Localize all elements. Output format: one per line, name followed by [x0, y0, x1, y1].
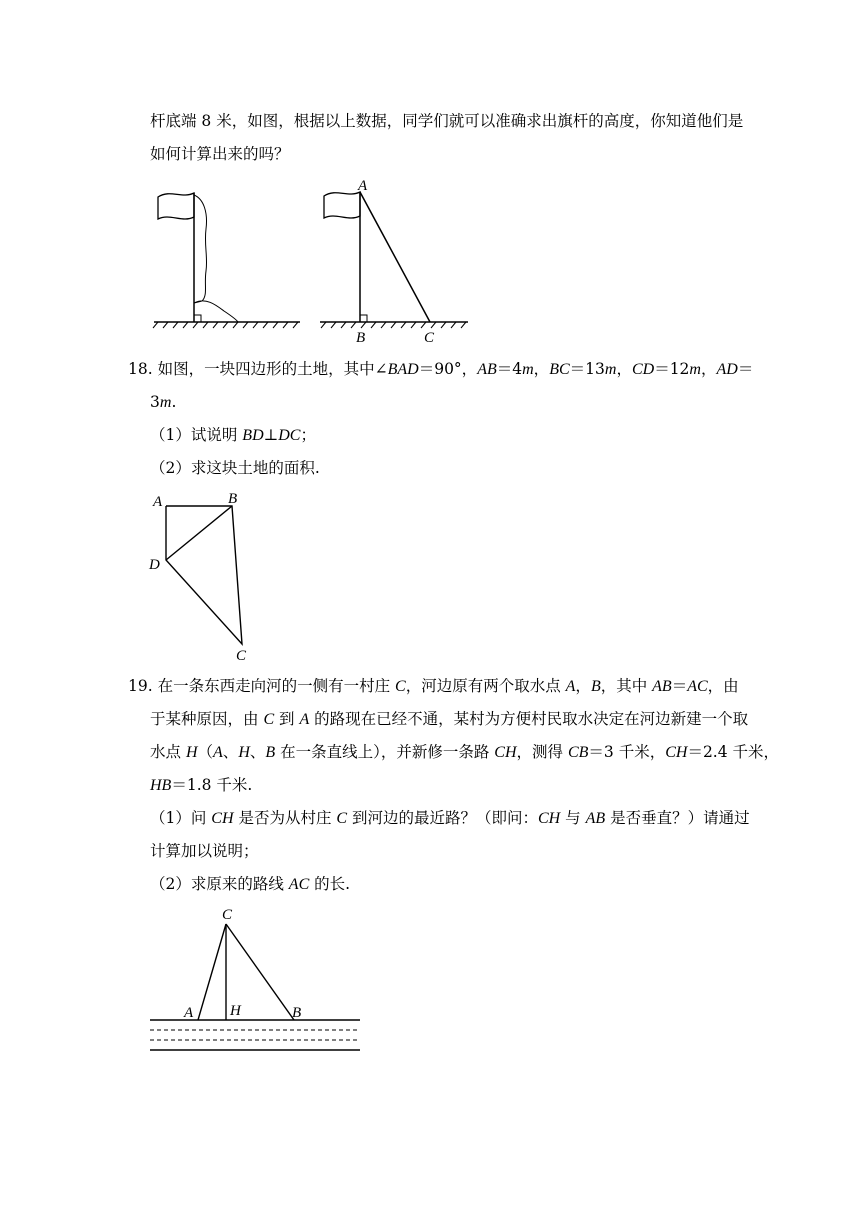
- q18-label-c: C: [236, 648, 247, 664]
- q18-text: ＝4: [496, 360, 523, 378]
- q18-text: 3: [150, 393, 160, 411]
- q18-label-a: A: [153, 494, 163, 510]
- q19-label-b: B: [292, 1005, 302, 1021]
- q18-ad: AD: [716, 361, 738, 378]
- q18-text: ，: [616, 360, 632, 378]
- q19-text: ，测得: [516, 743, 568, 761]
- q19-var: AB: [652, 678, 672, 695]
- q19-var: A: [213, 744, 223, 761]
- q19-var: H: [185, 744, 198, 761]
- q19-figure-river: [148, 904, 368, 1064]
- q19-text: ，: [575, 677, 591, 695]
- q18-bc: BC: [549, 361, 570, 378]
- q19-part1-line1: [150, 807, 750, 830]
- q19-text: 到河边的最近路？（即问：: [347, 809, 538, 827]
- q19-text: 水点: [150, 743, 186, 761]
- q18-unit: m: [604, 361, 617, 378]
- q18-text: ＝13: [569, 360, 605, 378]
- q19-var: CH: [538, 810, 561, 827]
- q19-var: CB: [567, 744, 589, 761]
- q18-number: 18.: [128, 360, 153, 378]
- q18-unit: m: [689, 361, 701, 378]
- q19-text: 的长.: [309, 875, 351, 893]
- q18-dc: DC: [278, 427, 301, 444]
- q19-text: ，其中: [600, 677, 653, 695]
- q19-text: （: [197, 743, 214, 761]
- q18-text: .: [171, 393, 177, 411]
- q18-perp: ⊥: [263, 426, 279, 444]
- q19-var: C: [263, 711, 275, 728]
- q19-text: ，河边原有两个取水点: [405, 677, 566, 695]
- q19-number: 19.: [128, 677, 153, 695]
- q18-part1-text: （1）试说明: [150, 426, 243, 444]
- q19-text: 于某种原因，由: [150, 710, 264, 728]
- q17-label-c: C: [424, 330, 435, 346]
- q19-text: 的路现在已经不通，某村为方便村民取水决定在河边新建一个取: [309, 710, 749, 728]
- q19-text: 、: [249, 743, 266, 761]
- q18-part1-text: ；: [300, 426, 316, 444]
- q19-text: （1）问: [150, 809, 212, 827]
- q18-text: ＝: [737, 360, 754, 378]
- q17-figure-rope: [150, 185, 310, 345]
- q19-text: 、: [222, 743, 239, 761]
- q18-text: ＝12: [654, 360, 690, 378]
- q17-figure-triangle: [318, 180, 488, 350]
- q18-figure-quadrilateral: [140, 488, 270, 668]
- q19-text: 是否为从村庄: [233, 809, 337, 827]
- q19-text: ＝3 千米，: [588, 743, 666, 761]
- q18-unit: m: [159, 394, 172, 411]
- q18-bd: BD: [242, 427, 264, 444]
- q19-var: HB: [150, 777, 172, 794]
- q18-line2: [150, 391, 176, 414]
- q19-var: CH: [494, 744, 517, 761]
- q19-var: B: [590, 678, 601, 695]
- q19-label-c: C: [222, 907, 233, 923]
- q19-var: CH: [665, 744, 688, 761]
- q19-line3: [150, 741, 779, 764]
- q18-line1: [128, 358, 753, 381]
- q18-text: 如图，一块四边形的土地，其中∠: [157, 360, 388, 378]
- q18-text: ，: [533, 360, 550, 378]
- q18-part1: [150, 424, 316, 447]
- q19-var: AC: [687, 678, 708, 695]
- q19-text: ＝2.4 千米，: [687, 743, 780, 761]
- q19-part2: [150, 873, 350, 896]
- q18-cd: CD: [631, 361, 655, 378]
- q19-var: C: [395, 678, 406, 695]
- q19-var: A: [299, 711, 310, 728]
- q18-label-b: B: [228, 491, 238, 507]
- q17-label-a: A: [358, 178, 368, 194]
- q19-text: ，由: [707, 677, 739, 695]
- q19-var: A: [565, 678, 576, 695]
- q18-label-d: D: [149, 557, 160, 573]
- q17-text-line2: 如何计算出来的吗？: [150, 145, 290, 163]
- q19-part1-line2: 计算加以说明；: [150, 842, 259, 860]
- q18-unit: m: [522, 361, 534, 378]
- q19-line2: [150, 708, 748, 731]
- q19-text: ＝1.8 千米.: [171, 776, 253, 794]
- q19-text: 在一条东西走向河的一侧有一村庄: [157, 677, 396, 695]
- q19-text: ＝: [671, 677, 688, 695]
- q19-label-h: H: [230, 1003, 241, 1019]
- q17-label-b: B: [356, 330, 366, 346]
- q18-text: ，: [700, 360, 717, 378]
- q18-text: ＝90°，: [418, 360, 478, 378]
- q18-angle-bad: BAD: [387, 361, 419, 378]
- q18-ab: AB: [477, 361, 497, 378]
- q19-var: AC: [288, 876, 310, 893]
- q19-var: H: [238, 744, 250, 761]
- q19-text: 在一条直线上），并新修一条路: [275, 743, 495, 761]
- q19-var: C: [336, 810, 348, 827]
- q17-text-line1: 杆底端 8 米，如图，根据以上数据，同学们就可以准确求出旗杆的高度，你知道他们是: [150, 112, 744, 130]
- q19-var: AB: [585, 810, 606, 827]
- q19-text: 是否垂直？）请通过: [605, 809, 750, 827]
- q19-line1: [128, 675, 739, 698]
- q19-text: （2）求原来的路线: [150, 875, 289, 893]
- q19-text: 与: [560, 809, 586, 827]
- q19-label-a: A: [184, 1005, 194, 1021]
- q18-part2: （2）求这块土地的面积.: [150, 459, 320, 477]
- q19-var: CH: [211, 810, 234, 827]
- q19-var: B: [265, 744, 276, 761]
- q19-text: 到: [274, 710, 300, 728]
- q19-line4: [150, 774, 252, 797]
